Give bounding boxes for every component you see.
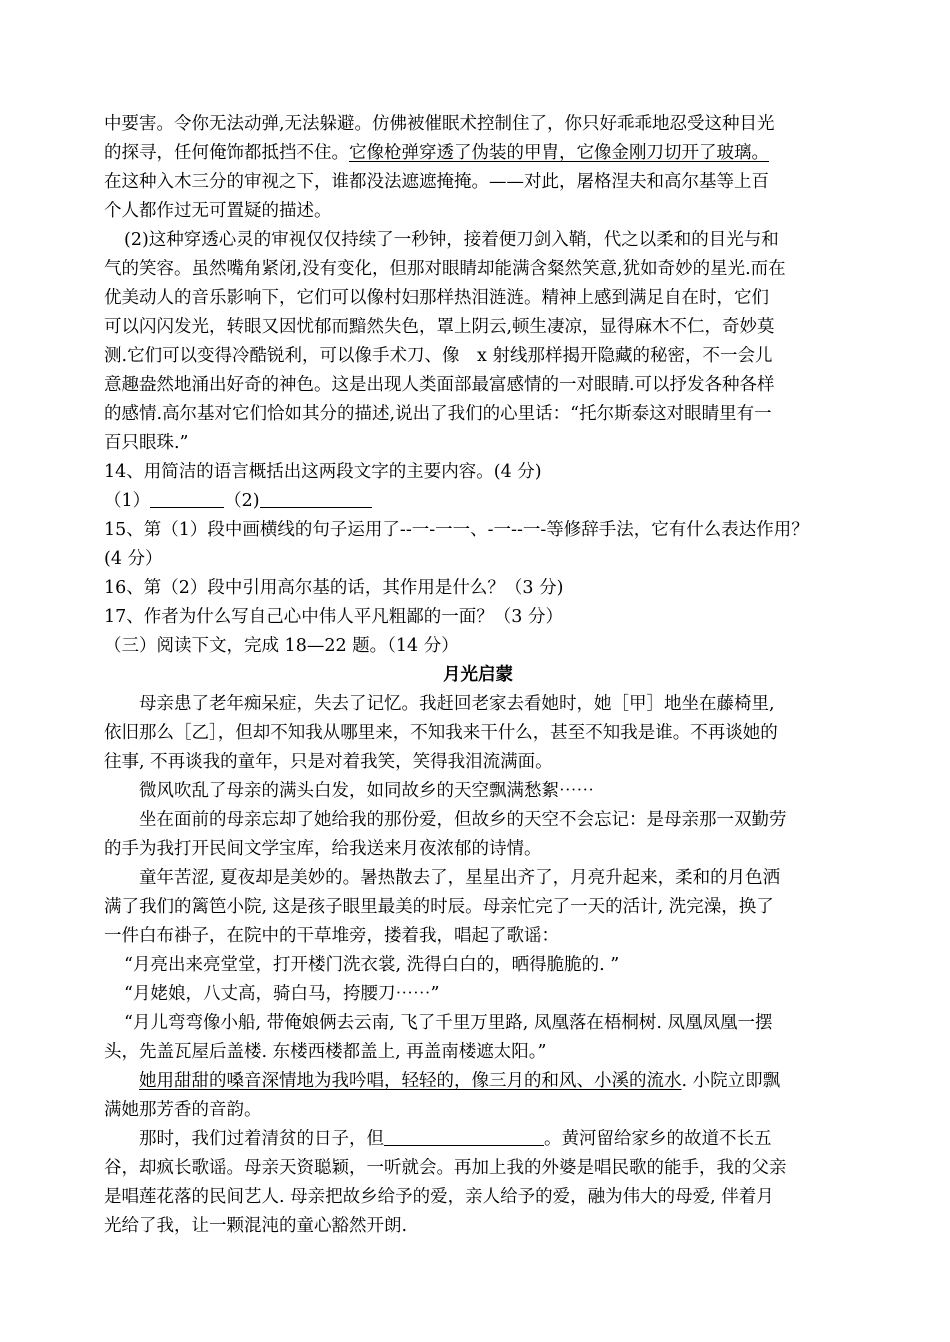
story-text: 。黄河留给家乡的故道不长五 bbox=[544, 1129, 772, 1149]
story-text: . 小院立即飘 bbox=[681, 1071, 781, 1091]
question-15: 15、第（1）段中画横线的句子运用了--一-一一、-一--一-等修辞手法，它有什么表达作用？ bbox=[104, 520, 809, 540]
question-15-score: (4 分） bbox=[104, 549, 163, 569]
passage1-line: 在这种入木三分的审视之下，谁都没法遮遮掩掩。——对此，屠格涅夫和高尔基等上百 bbox=[104, 172, 769, 192]
passage1-line: 测.它们可以变得冷酷锐利，可以像手术刀、像 x 射线那样揭开隐藏的秘密，不一会儿 bbox=[104, 346, 773, 366]
story-line: 一件白布褂子，在院中的干草堆旁，搂着我，唱起了歌谣： bbox=[104, 926, 559, 946]
song-line: “月姥娘，八丈高，骑白马，挎腰刀⋯⋯” bbox=[124, 984, 440, 1004]
story-title: 月光启蒙 bbox=[443, 665, 513, 685]
fill-in-blank[interactable] bbox=[384, 1127, 544, 1146]
story-line: 往事, 不再谈我的童年，只是对着我笑，笑得我泪流满面。 bbox=[104, 752, 553, 772]
story-line: 满她那芳香的音韵。 bbox=[104, 1100, 262, 1120]
story-paragraph: 母亲患了老年痴呆症，失去了记忆。我赶回老家去看她时，她［甲］地坐在藤椅里, bbox=[139, 694, 775, 714]
story-line: 光给了我，让一颗混沌的童心豁然开朗. bbox=[104, 1216, 408, 1236]
underlined-sentence: 她用甜甜的嗓音深情地为我吟唱，轻轻的，像三月的和风、小溪的流水 bbox=[139, 1071, 682, 1091]
passage1-line: 可以闪闪发光，转眼又因忧郁而黯然失色，罩上阴云,顿生凄凉，显得麻木不仁，奇妙莫 bbox=[104, 317, 775, 337]
story-line: 是唱莲花落的民间艺人. 母亲把故乡给予的爱，亲人给予的爱，融为伟大的母爱, 伴着月 bbox=[104, 1187, 774, 1207]
answer-blank-1[interactable] bbox=[150, 489, 224, 508]
story-line: 谷，却疯长歌谣。母亲天资聪颖，一听就会。再加上我的外婆是唱民歌的能手，我的父亲 bbox=[104, 1158, 787, 1178]
question-14-answers bbox=[104, 487, 852, 516]
underlined-sentence: 它像枪弹穿透了伪装的甲胄，它像金刚刀切开了玻璃。 bbox=[349, 143, 769, 163]
passage1-line bbox=[104, 139, 852, 168]
question-17: 17、作者为什么写自己心中伟人平凡粗鄙的一面？（3 分） bbox=[104, 607, 563, 627]
section-3-heading: （三）阅读下文，完成 18—22 题。（14 分） bbox=[104, 636, 459, 656]
passage1-line: 个人都作过无可置疑的描述。 bbox=[104, 201, 332, 221]
song-line: 头，先盖瓦屋后盖楼. 东楼西楼都盖上, 再盖南楼遮太阳。” bbox=[104, 1042, 547, 1062]
answer-label-1: （1） bbox=[104, 491, 151, 511]
story-paragraph: 微风吹乱了母亲的满头白发，如同故乡的天空飘满愁絮⋯⋯ bbox=[139, 781, 594, 801]
question-16: 16、第（2）段中引用高尔基的话，其作用是什么？（3 分) bbox=[104, 578, 564, 598]
passage1-line: 意趣盎然地涌出好奇的神色。这是出现人类面部最富感情的一对眼睛.可以抒发各种各样 bbox=[104, 375, 775, 395]
story-line: 满了我们的篱笆小院, 这是孩子眼里最美的时辰。母亲忙完了一天的活计, 洗完澡，换了 bbox=[104, 897, 774, 917]
paragraph-2-start: (2)这种穿透心灵的审视仅仅持续了一秒钟，接着便刀剑入鞘，代之以柔和的目光与和 bbox=[124, 230, 779, 250]
passage1-line: 优美动人的音乐影响下，它们可以像村妇那样热泪涟涟。精神上感到满足自在时，它们 bbox=[104, 288, 769, 308]
document-page bbox=[104, 110, 852, 1241]
passage1-line: 气的笑容。虽然嘴角紧闭,没有变化，但那对眼睛却能满含粲然笑意,犹如奇妙的星光.而在 bbox=[104, 259, 786, 279]
story-paragraph bbox=[104, 1067, 852, 1096]
story-paragraph: 童年苦涩, 夏夜却是美妙的。暑热散去了，星星出齐了，月亮升起来，柔和的月色洒 bbox=[139, 868, 781, 888]
answer-blank-2[interactable] bbox=[260, 489, 372, 508]
story-text: 那时，我们过着清贫的日子，但 bbox=[139, 1129, 384, 1149]
passage1-text: 的探寻，任何俺饰都抵挡不住。 bbox=[104, 143, 349, 163]
song-line: “月亮出来亮堂堂，打开楼门洗衣裳, 洗得白白的，晒得脆脆的. ” bbox=[124, 955, 620, 975]
passage1-line: 的感情.高尔基对它们恰如其分的描述,说出了我们的心里话：“托尔斯泰这对眼睛里有一 bbox=[104, 404, 772, 424]
story-paragraph bbox=[104, 1125, 852, 1154]
answer-label-2: （2) bbox=[224, 491, 260, 511]
story-line: 的手为我打开民间文学宝库，给我送来月夜浓郁的诗情。 bbox=[104, 839, 542, 859]
story-line: 依旧那么［乙］，但却不知我从哪里来，不知我来干什么，甚至不知我是谁。不再谈她的 bbox=[104, 723, 778, 743]
passage1-line: 百只眼珠.” bbox=[104, 433, 189, 453]
story-paragraph: 坐在面前的母亲忘却了她给我的那份爱，但故乡的天空不会忘记：是母亲那一双勤劳 bbox=[139, 810, 787, 830]
passage1-line: 中要害。令你无法动弹,无法躲避。仿佛被催眠术控制住了，你只好乖乖地忍受这种目光 bbox=[104, 114, 775, 134]
song-line: “月儿弯弯像小船, 带俺娘俩去云南, 飞了千里万里路, 凤凰落在梧桐树. 凤凰凤凰一摆 bbox=[124, 1013, 773, 1033]
question-14: 14、用简洁的语言概括出这两段文字的主要内容。(4 分) bbox=[104, 462, 542, 482]
